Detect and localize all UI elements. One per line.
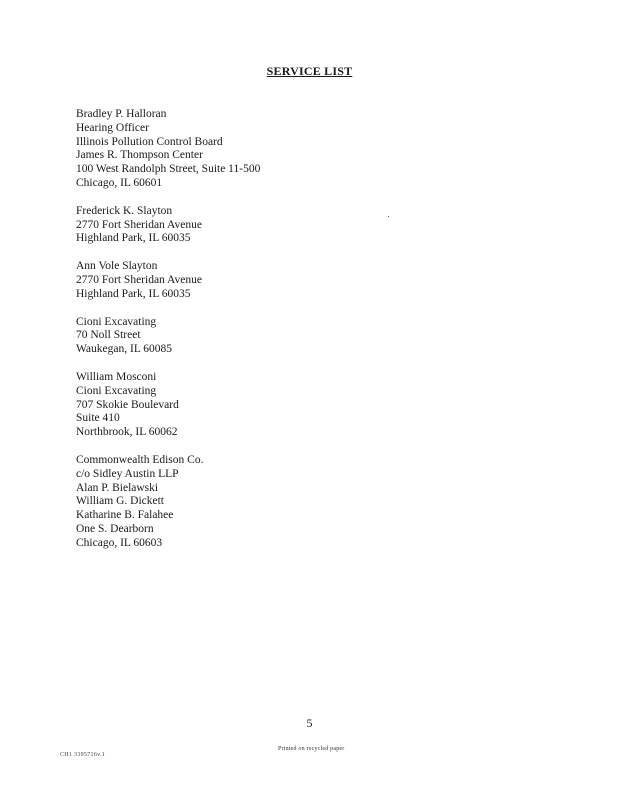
entry-line: Alan P. Bielawski (76, 481, 159, 494)
service-entry (76, 260, 496, 301)
service-entry (76, 316, 496, 357)
entry-line: William G. Dickett (76, 495, 165, 508)
entry-line: 2770 Fort Sheridan Avenue (76, 218, 202, 231)
entry-line: c/o Sidley Austin LLP (76, 467, 179, 480)
page-number: 5 (306, 716, 313, 730)
entry-line: Chicago, IL 60603 (76, 536, 163, 549)
document-id-footer: CH1 3395716v.1 (60, 752, 106, 758)
entry-line: Highland Park, IL 60035 (76, 232, 191, 245)
entry-line: 2770 Fort Sheridan Avenue (76, 273, 202, 286)
entry-line: Bradley P. Halloran (76, 108, 167, 120)
recycled-paper-footer: Printed on recycled paper (278, 746, 345, 752)
entry-line: Commonwealth Edison Co. (76, 453, 204, 466)
entry-line: 707 Skokie Boulevard (76, 398, 179, 411)
entry-line: Illinois Pollution Control Board (76, 135, 223, 148)
entry-line: Suite 410 (76, 412, 120, 425)
entry-line: Cioni Excavating (76, 384, 157, 397)
service-list (76, 108, 496, 565)
entry-line: Highland Park, IL 60035 (76, 287, 191, 300)
entry-line: Katharine B. Falahee (76, 509, 174, 522)
page-title: SERVICE LIST (266, 64, 353, 78)
service-entry (76, 205, 496, 246)
entry-line: Northbrook, IL 60062 (76, 426, 178, 439)
entry-line: Waukegan, IL 60085 (76, 343, 173, 356)
service-entry (76, 454, 496, 551)
entry-line: Cioni Excavating (76, 315, 157, 328)
service-entry (76, 371, 496, 440)
entry-line: Chicago, IL 60601 (76, 176, 163, 189)
entry-line: Hearing Officer (76, 121, 149, 134)
entry-line: 100 West Randolph Street, Suite 11-500 (76, 163, 261, 176)
entry-line: William Mosconi (76, 370, 157, 383)
service-entry (76, 108, 496, 191)
entry-line: Ann Vole Slayton (76, 260, 158, 273)
entry-line: 70 Noll Street (76, 329, 141, 342)
entry-line: One S. Dearborn (76, 522, 154, 535)
entry-line: Frederick K. Slayton (76, 204, 173, 217)
entry-line: James R. Thompson Center (76, 149, 203, 162)
